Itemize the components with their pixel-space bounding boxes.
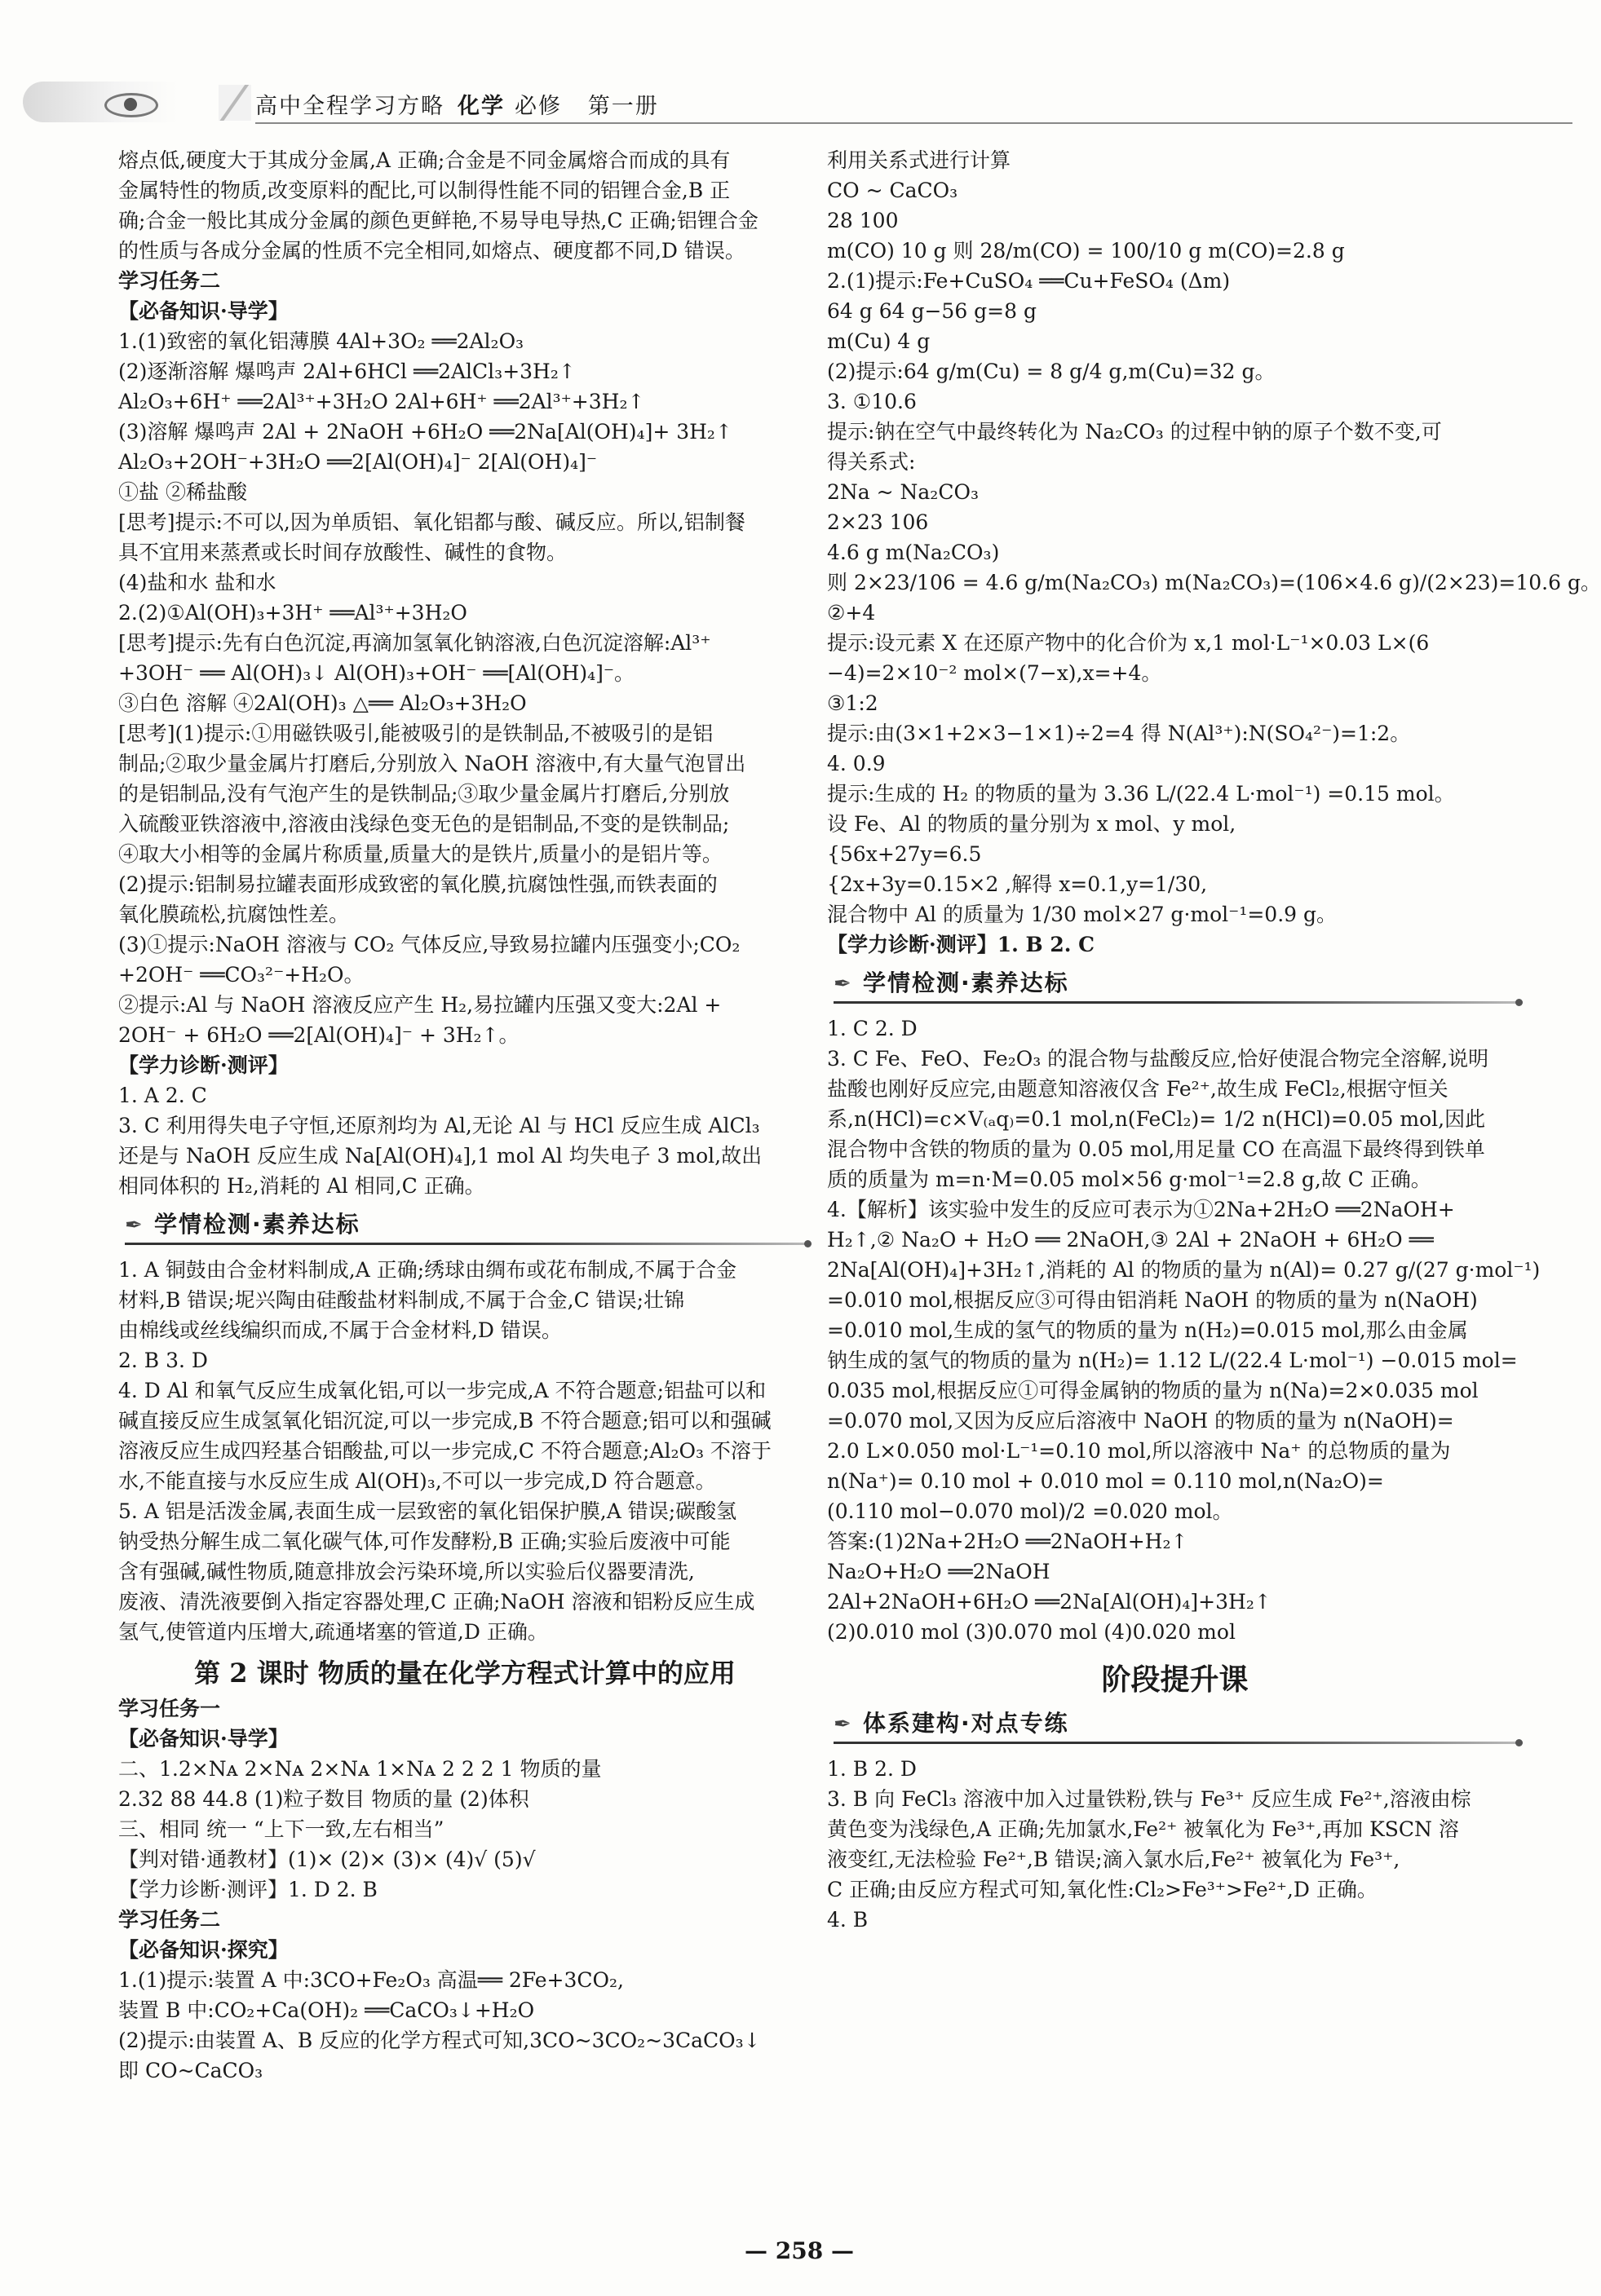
text-line: =0.010 mol,生成的氢气的物质的量为 n(H₂)=0.015 mol,那么由金属 xyxy=(827,1318,1468,1342)
text-line: 4.【解析】该实验中发生的反应可表示为①2Na+2H₂O ══2NaOH+ xyxy=(827,1198,1455,1221)
text-line: +3OH⁻ ══ Al(OH)₃↓ Al(OH)₃+OH⁻ ══[Al(OH)₄]⁻。 xyxy=(118,661,635,685)
text-line: n(Na⁺)= 0.10 mol + 0.010 mol = 0.110 mol,n(Na₂O)= xyxy=(827,1469,1384,1493)
text-line: [思考]提示:不可以,因为单质铝、氧化铝都与酸、碱反应。所以,铝制餐 xyxy=(118,510,745,534)
text-line: 【学力诊断·测评】1. D 2. B xyxy=(118,1878,378,1901)
text-line: 钠受热分解生成二氧化碳气体,可作发酵粉,B 正确;实验后废液中可能 xyxy=(118,1530,731,1553)
text-line: 3. C 利用得失电子守恒,还原剂均为 Al,无论 Al 与 HCl 反应生成 AlCl₃ xyxy=(118,1114,760,1137)
text-line: 混合物中含铁的物质的量为 0.05 mol,用足量 CO 在高温下最终得到铁单 xyxy=(827,1137,1485,1161)
text-line: 盐酸也刚好反应完,由题意知溶液仅含 Fe²⁺,故生成 FeCl₂,根据守恒关 xyxy=(827,1077,1448,1101)
section-banner xyxy=(827,966,1523,1005)
text-line: 系,n(HCl)=c×V₍ₐq₎=0.1 mol,n(FeCl₂)= 1/2 n(HCl)=0.05 mol,因此 xyxy=(827,1107,1486,1131)
text-line: {2x+3y=0.15×2 ,解得 x=0.1,y=1/30, xyxy=(827,872,1208,896)
header-title xyxy=(255,88,659,120)
section-banner xyxy=(827,1707,1523,1746)
banner-title: 学情检测·素养达标 xyxy=(154,1211,360,1238)
text-line: ②提示:Al 与 NaOH 溶液反应产生 H₂,易拉罐内压强又变大:2Al + xyxy=(118,993,722,1017)
text-line: (4)盐和水 盐和水 xyxy=(118,571,276,594)
text-line: (2)0.010 mol (3)0.070 mol (4)0.020 mol xyxy=(827,1620,1236,1644)
text-line: (3)①提示:NaOH 溶液与 CO₂ 气体反应,导致易拉罐内压强变小;CO₂ xyxy=(118,933,741,956)
course-type: 必修 xyxy=(515,94,562,119)
text-line: CO ~ CaCO₃ xyxy=(827,179,958,202)
text-line: 三、相同 统一 “上下一致,左右相当” xyxy=(118,1817,444,1841)
chapter-title: 阶段提升课 xyxy=(1101,1663,1249,1697)
text-line: 3. C Fe、FeO、Fe₂O₃ 的混合物与盐酸反应,恰好使混合物完全溶解,说明 xyxy=(827,1047,1489,1071)
text-line: 1. A 铜鼓由合金材料制成,A 正确;绣球由绸布或花布制成,不属于合金 xyxy=(118,1258,737,1282)
pen-icon: ✒ xyxy=(125,1213,143,1238)
subject: 化学 xyxy=(458,94,505,119)
subheading: 【必备知识·探究】 xyxy=(118,1938,289,1962)
text-line: 得关系式: xyxy=(827,450,916,474)
text-line: Al₂O₃+6H⁺ ══2Al³⁺+3H₂O 2Al+6H⁺ ══2Al³⁺+3H₂↑ xyxy=(118,390,645,413)
text-line: 5. A 铝是活泼金属,表面生成一层致密的氧化铝保护膜,A 错误;碳酸氢 xyxy=(118,1499,737,1523)
text-line: H₂↑,② Na₂O + H₂O ══ 2NaOH,③ 2Al + 2NaOH + 6H₂O ══ xyxy=(827,1228,1434,1252)
text-line: 提示:生成的 H₂ 的物质的量为 3.36 L/(22.4 L·mol⁻¹) =0.15 mol。 xyxy=(827,782,1455,806)
text-line: 4. B xyxy=(827,1908,869,1932)
text-line: 1. C 2. D xyxy=(827,1017,918,1040)
subheading: 学习任务一 xyxy=(118,1697,221,1720)
volume: 第一册 xyxy=(587,94,659,119)
text-line: 提示:设元素 X 在还原产物中的化合价为 x,1 mol·L⁻¹×0.03 L×(6 xyxy=(827,631,1430,655)
text-line: 2.0 L×0.050 mol·L⁻¹=0.10 mol,所以溶液中 Na⁺ 的总物质的量为 xyxy=(827,1439,1451,1463)
text-line: 含有强碱,碱性物质,随意排放会污染环境,所以实验后仪器要清洗, xyxy=(118,1560,695,1583)
text-line: (2)逐渐溶解 爆鸣声 2Al+6HCl ══2AlCl₃+3H₂↑ xyxy=(118,360,576,383)
text-line: (2)提示:由装置 A、B 反应的化学方程式可知,3CO~3CO₂~3CaCO₃↓ xyxy=(118,2029,761,2052)
text-line: 氢气,使管道内压增大,疏通堵塞的管道,D 正确。 xyxy=(118,1620,548,1644)
text-line: 即 CO~CaCO₃ xyxy=(118,2059,263,2082)
subheading: 【学力诊断·测评】 xyxy=(118,1053,289,1077)
text-line: 2OH⁻ + 6H₂O ══2[Al(OH)₄]⁻ + 3H₂↑。 xyxy=(118,1023,520,1047)
text-line: +2OH⁻ ══CO₃²⁻+H₂O。 xyxy=(118,963,365,987)
text-line: 还是与 NaOH 反应生成 Na[Al(OH)₄],1 mol Al 均失电子 3 mol,故出 xyxy=(118,1144,763,1168)
text-line: ①盐 ②稀盐酸 xyxy=(118,480,247,504)
text-line: (0.110 mol−0.070 mol)/2 =0.020 mol。 xyxy=(827,1499,1233,1523)
text-line: 钠生成的氢气的物质的量为 n(H₂)= 1.12 L/(22.4 L·mol⁻¹) −0.015 mol= xyxy=(827,1349,1518,1372)
text-line: m(CO) 10 g 则 28/m(CO) = 100/10 g m(CO)=2.8 g xyxy=(827,239,1345,263)
text-line: ③白色 溶解 ④2Al(OH)₃ △══ Al₂O₃+3H₂O xyxy=(118,691,527,715)
text-line: 64 g 64 g−56 g=8 g xyxy=(827,299,1037,323)
text-line: 2Na[Al(OH)₄]+3H₂↑,消耗的 Al 的物质的量为 n(Al)= 0.27 g/(27 g·mol⁻¹) xyxy=(827,1258,1541,1282)
text-line: 2.(2)①Al(OH)₃+3H⁺ ══Al³⁺+3H₂O xyxy=(118,601,467,625)
text-line: 入硫酸亚铁溶液中,溶液由浅绿色变无色的是铝制品,不变的是铁制品; xyxy=(118,812,730,836)
text-line: 溶液反应生成四羟基合铝酸盐,可以一步完成,C 不符合题意;Al₂O₃ 不溶于 xyxy=(118,1439,772,1463)
subheading: 学习任务二 xyxy=(118,269,221,293)
text-line: 2×23 106 xyxy=(827,510,929,534)
text-line: 2. B 3. D xyxy=(118,1349,208,1372)
text-line: 混合物中 Al 的质量为 1/30 mol×27 g·mol⁻¹=0.9 g。 xyxy=(827,903,1338,926)
text-line: 3. ①10.6 xyxy=(827,390,917,413)
pen-icon: ✒ xyxy=(834,1712,851,1737)
subheading: 【学力诊断·测评】1. B 2. C xyxy=(827,933,1095,956)
text-line: 则 2×23/106 = 4.6 g/m(Na₂CO₃) m(Na₂CO₃)=(106×4.6 g)/(2×23)=10.6 g。 xyxy=(827,571,1601,594)
text-line: 【判对错·通教材】(1)× (2)× (3)× (4)√ (5)√ xyxy=(118,1848,536,1871)
text-line: {56x+27y=6.5 xyxy=(827,842,982,866)
subheading: 【必备知识·导学】 xyxy=(118,299,289,323)
text-line: 水,不能直接与水反应生成 Al(OH)₃,不可以一步完成,D 符合题意。 xyxy=(118,1469,716,1493)
text-line: 的性质与各成分金属的性质不完全相同,如熔点、硬度都不同,D 错误。 xyxy=(118,239,745,263)
text-line: 4. D Al 和氧气反应生成氧化铝,可以一步完成,A 不符合题意;铝盐可以和 xyxy=(118,1379,767,1402)
text-line: (2)提示:64 g/m(Cu) = 8 g/4 g,m(Cu)=32 g。 xyxy=(827,360,1276,383)
text-line: 装置 B 中:CO₂+Ca(OH)₂ ══CaCO₃↓+H₂O xyxy=(118,1998,535,2022)
text-line: 0.035 mol,根据反应①可得金属钠的物质的量为 n(Na)=2×0.035 mol xyxy=(827,1379,1479,1402)
text-line: 4. 0.9 xyxy=(827,752,886,775)
right-column xyxy=(827,145,1601,1935)
text-line: [思考]提示:先有白色沉淀,再滴加氢氧化钠溶液,白色沉淀溶解:Al³⁺ xyxy=(118,631,711,655)
text-line: Al₂O₃+2OH⁻+3H₂O ══2[Al(OH)₄]⁻ 2[Al(OH)₄]⁻ xyxy=(118,450,598,474)
text-line: (3)溶解 爆鸣声 2Al + 2NaOH +6H₂O ══2Na[Al(OH)₄]+ 3H₂↑ xyxy=(118,420,732,444)
text-line: 利用关系式进行计算 xyxy=(827,148,1011,172)
page-number: — 258 — xyxy=(745,2237,854,2264)
text-line: 4.6 g m(Na₂CO₃) xyxy=(827,541,1000,564)
header-decoration xyxy=(219,85,251,121)
text-line: 相同体积的 H₂,消耗的 Al 相同,C 正确。 xyxy=(118,1174,485,1198)
text-line: 2.(1)提示:Fe+CuSO₄ ══Cu+FeSO₄ (Δm) xyxy=(827,269,1231,293)
text-line: 1. A 2. C xyxy=(118,1084,207,1107)
text-line: 材料,B 错误;坭兴陶由硅酸盐材料制成,不属于合金,C 错误;壮锦 xyxy=(118,1288,685,1312)
text-line: 金属特性的物质,改变原料的配比,可以制得性能不同的铝锂合金,B 正 xyxy=(118,179,731,202)
banner-title: 学情检测·素养达标 xyxy=(863,969,1069,996)
text-line: 答案:(1)2Na+2H₂O ══2NaOH+H₂↑ xyxy=(827,1530,1188,1553)
text-line: =0.010 mol,根据反应③可得由铝消耗 NaOH 的物质的量为 n(NaOH) xyxy=(827,1288,1478,1312)
header-rule xyxy=(255,122,1572,124)
text-line: 28 100 xyxy=(827,209,899,232)
text-line: 1.(1)提示:装置 A 中:3CO+Fe₂O₃ 高温══ 2Fe+3CO₂, xyxy=(118,1968,624,1992)
text-line: 液变红,无法检验 Fe²⁺,B 错误;滴入氯水后,Fe²⁺ 被氧化为 Fe³⁺, xyxy=(827,1848,1400,1871)
text-line: 的是铝制品,没有气泡产生的是铁制品;③取少量金属片打磨后,分别放 xyxy=(118,782,730,806)
text-line: 制品;②取少量金属片打磨后,分别放入 NaOH 溶液中,有大量气泡冒出 xyxy=(118,752,746,775)
text-line: 2.32 88 44.8 (1)粒子数目 物质的量 (2)体积 xyxy=(118,1787,529,1811)
text-line: (2)提示:铝制易拉罐表面形成致密的氧化膜,抗腐蚀性强,而铁表面的 xyxy=(118,872,718,896)
text-line: 1. B 2. D xyxy=(827,1757,917,1781)
text-line: ②+4 xyxy=(827,601,876,625)
text-line: C 正确;由反应方程式可知,氧化性:Cl₂>Fe³⁺>Fe²⁺,D 正确。 xyxy=(827,1878,1378,1901)
section-banner xyxy=(118,1208,812,1247)
eye-logo-icon xyxy=(23,82,178,122)
text-line: 提示:由(3×1+2×3−1×1)÷2=4 得 N(Al³⁺):N(SO₄²⁻)=1:2。 xyxy=(827,722,1411,745)
text-line: ③1:2 xyxy=(827,691,878,715)
text-line: 1.(1)致密的氧化铝薄膜 4Al+3O₂ ══2Al₂O₃ xyxy=(118,329,524,353)
text-line: Na₂O+H₂O ══2NaOH xyxy=(827,1560,1050,1583)
text-line: 2Al+2NaOH+6H₂O ══2Na[Al(OH)₄]+3H₂↑ xyxy=(827,1590,1272,1614)
text-line: [思考](1)提示:①用磁铁吸引,能被吸引的是铁制品,不被吸引的是铝 xyxy=(118,722,714,745)
text-line: 确;合金一般比其成分金属的颜色更鲜艳,不易导电导热,C 正确;铝锂合金 xyxy=(118,209,758,232)
text-line: 由棉线或丝线编织而成,不属于合金材料,D 错误。 xyxy=(118,1318,562,1342)
text-line: −4)=2×10⁻² mol×(7−x),x=+4。 xyxy=(827,661,1162,685)
text-line: 具不宜用来蒸煮或长时间存放酸性、碱性的食物。 xyxy=(118,541,568,564)
pen-icon: ✒ xyxy=(834,972,851,996)
subheading: 【必备知识·导学】 xyxy=(118,1727,289,1751)
subheading: 学习任务二 xyxy=(118,1908,221,1932)
lesson-title: 第 2 课时 物质的量在化学方程式计算中的应用 xyxy=(194,1658,736,1689)
text-line: 碱直接反应生成氢氧化铝沉淀,可以一步完成,B 不符合题意;铝可以和强碱 xyxy=(118,1409,772,1433)
text-line: 设 Fe、Al 的物质的量分别为 x mol、y mol, xyxy=(827,812,1236,836)
book-title: 高中全程学习方略 xyxy=(255,94,444,119)
left-column xyxy=(118,145,812,2086)
page-header xyxy=(23,80,1572,129)
text-line: ④取大小相等的金属片称质量,质量大的是铁片,质量小的是铝片等。 xyxy=(118,842,723,866)
text-line: 熔点低,硬度大于其成分金属,A 正确;合金是不同金属熔合而成的具有 xyxy=(118,148,731,172)
text-line: 2Na ~ Na₂CO₃ xyxy=(827,480,979,504)
text-line: m(Cu) 4 g xyxy=(827,329,931,353)
text-line: 二、1.2×Nᴀ 2×Nᴀ 2×Nᴀ 1×Nᴀ 2 2 2 1 物质的量 xyxy=(118,1757,602,1781)
text-line: 黄色变为浅绿色,A 正确;先加氯水,Fe²⁺ 被氧化为 Fe³⁺,再加 KSCN 溶 xyxy=(827,1817,1459,1841)
text-line: 提示:钠在空气中最终转化为 Na₂CO₃ 的过程中钠的原子个数不变,可 xyxy=(827,420,1442,444)
text-line: 质的质量为 m=n·M=0.05 mol×56 g·mol⁻¹=2.8 g,故 C 正确。 xyxy=(827,1168,1431,1191)
text-line: =0.070 mol,又因为反应后溶液中 NaOH 的物质的量为 n(NaOH)= xyxy=(827,1409,1454,1433)
text-line: 氧化膜疏松,抗腐蚀性差。 xyxy=(118,903,349,926)
text-line: 废液、清洗液要倒入指定容器处理,C 正确;NaOH 溶液和铝粉反应生成 xyxy=(118,1590,755,1614)
banner-title: 体系建构·对点专练 xyxy=(863,1710,1069,1737)
text-line: 3. B 向 FeCl₃ 溶液中加入过量铁粉,铁与 Fe³⁺ 反应生成 Fe²⁺,溶液由棕 xyxy=(827,1787,1471,1811)
